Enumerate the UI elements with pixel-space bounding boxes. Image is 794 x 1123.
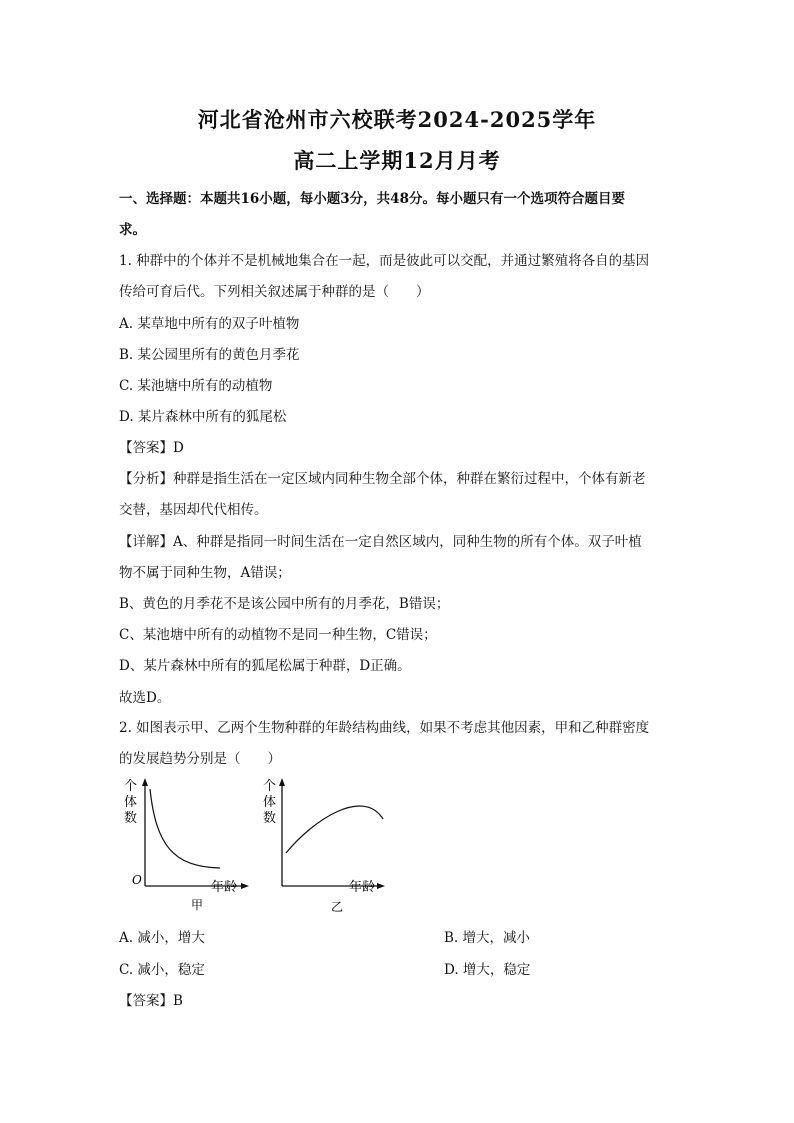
fig-jia-caption: 甲 [191, 898, 204, 912]
q1-option-a: A. 某草地中所有的双子叶植物 [119, 316, 300, 332]
fig-jia-curve [150, 789, 220, 868]
q2-stem-line-1: 2. 如图表示甲、乙两个生物种群的年龄结构曲线，如果不考虑其他因素，甲和乙种群密度 [119, 720, 650, 736]
q1-detail-line-5: D、某片森林中所有的狐尾松属于种群，D正确。 [119, 658, 411, 674]
q1-detail-line-3: B、黄色的月季花不是该公园中所有的月季花，B错误； [119, 596, 450, 612]
fig-yi-x-arrow [377, 883, 385, 889]
q1-option-b: B. 某公园里所有的黄色月季花 [119, 347, 300, 363]
figure-yi [258, 775, 398, 915]
section-heading-cont: 求。 [119, 222, 146, 238]
fig-jia-ylabel-1: 个 [124, 779, 138, 794]
fig-jia-ylabel-2: 体 [124, 795, 138, 810]
fig-jia-y-arrow [142, 778, 148, 786]
fig-jia-ylabel-3: 数 [124, 811, 138, 826]
q1-answer: 【答案】D [119, 440, 184, 456]
fig-yi-caption: 乙 [331, 900, 344, 914]
fig-yi-ylabel-1: 个 [263, 779, 277, 794]
q1-detail-line-4: C、某池塘中所有的动植物不是同一种生物，C错误； [119, 627, 437, 643]
q2-option-b: B. 增大，减小 [444, 930, 531, 946]
q2-option-d: D. 增大，稳定 [444, 962, 531, 978]
q1-stem-line-1: 1. 种群中的个体并不是机械地集合在一起，而是彼此可以交配，并通过繁殖将各自的基因 [119, 253, 650, 269]
fig-yi-xlabel: 年龄 [349, 880, 376, 895]
fig-yi-ylabel-3: 数 [263, 811, 277, 826]
q1-analysis-line-2: 交替，基因却代代相传。 [119, 502, 268, 518]
fig-yi-y-arrow [279, 778, 285, 786]
section-heading: 一、选择题：本题共16小题，每小题3分，共48分。每小题只有一个选项符合题目要 [119, 191, 625, 207]
q1-detail-line-2: 物不属于同种生物，A错误； [119, 565, 291, 581]
q1-detail-line-1: 【详解】A、种群是指同一时间生活在一定自然区域内，同种生物的所有个体。双子叶植 [119, 534, 642, 550]
q2-option-a: A. 减小，增大 [119, 930, 205, 946]
q1-stem-line-2: 传给可育后代。下列相关叙述属于种群的是（ ） [119, 284, 430, 300]
q2-option-c: C. 减小，稳定 [119, 962, 205, 978]
doc-title-line-2: 高二上学期12月月考 [293, 148, 501, 173]
q2-answer: 【答案】B [119, 993, 183, 1009]
fig-yi-ylabel-2: 体 [263, 795, 277, 810]
q1-conclusion: 故选D。 [119, 690, 171, 706]
q2-stem-line-2: 的发展趋势分别是（ ） [119, 751, 281, 767]
fig-jia-origin: O [132, 873, 142, 887]
q1-option-d: D. 某片森林中所有的狐尾松 [119, 409, 287, 425]
figure-jia [118, 775, 258, 915]
fig-jia-xlabel: 年龄 [211, 880, 238, 895]
q1-option-c: C. 某池塘中所有的动植物 [119, 378, 273, 394]
doc-title-line-1: 河北省沧州市六校联考2024-2025学年 [197, 107, 597, 132]
q1-analysis-line-1: 【分析】种群是指生活在一定区域内同种生物全部个体，种群在繁衍过程中，个体有新老 [119, 471, 646, 487]
fig-jia-x-arrow [241, 883, 249, 889]
fig-yi-curve [286, 806, 383, 853]
